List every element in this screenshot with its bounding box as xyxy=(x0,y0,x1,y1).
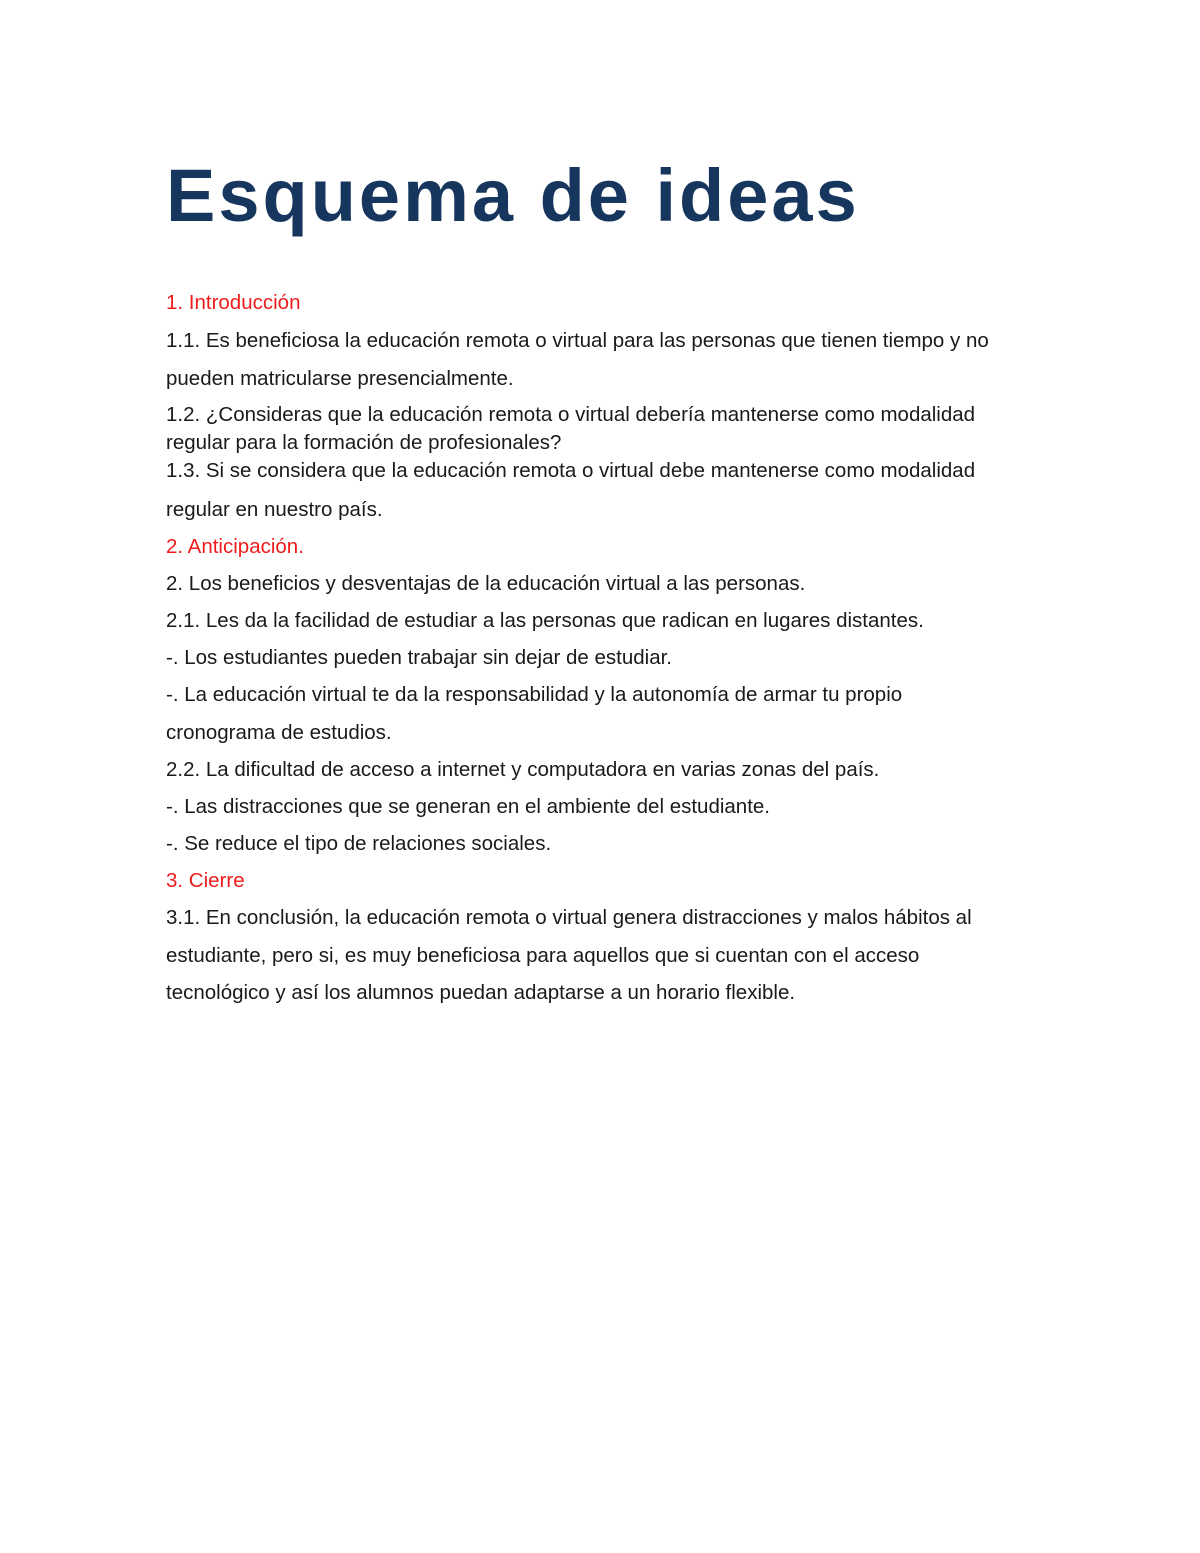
paragraph-line: 2.2. La dificultad de acceso a internet y computadora en varias zonas del país. xyxy=(166,758,880,781)
paragraph-line: cronograma de estudios. xyxy=(166,721,392,744)
paragraph-line: regular para la formación de profesionales? xyxy=(166,431,562,454)
section-heading-cierre: 3. Cierre xyxy=(166,869,245,892)
section-heading-anticipacion: 2. Anticipación. xyxy=(166,535,304,558)
page-title: Esquema de ideas xyxy=(166,154,860,237)
paragraph-line: 1.2. ¿Consideras que la educación remota o virtual debería mantenerse como modalidad xyxy=(166,403,976,426)
paragraph-line: regular en nuestro país. xyxy=(166,498,383,521)
paragraph-line: -. Las distracciones que se generan en el ambiente del estudiante. xyxy=(166,795,770,818)
paragraph-line: tecnológico y así los alumnos puedan adaptarse a un horario flexible. xyxy=(166,981,796,1004)
paragraph-line: -. La educación virtual te da la responsabilidad y la autonomía de armar tu propio xyxy=(166,683,903,706)
paragraph-line: estudiante, pero si, es muy beneficiosa para aquellos que si cuentan con el acceso xyxy=(166,944,920,967)
paragraph-line: 1.1. Es beneficiosa la educación remota o virtual para las personas que tienen tiempo y no xyxy=(166,329,989,352)
section-heading-introduccion: 1. Introducción xyxy=(166,291,301,314)
paragraph-line: 2. Los beneficios y desventajas de la educación virtual a las personas. xyxy=(166,572,806,595)
paragraph-line: -. Los estudiantes pueden trabajar sin dejar de estudiar. xyxy=(166,646,672,669)
paragraph-line: 3.1. En conclusión, la educación remota o virtual genera distracciones y malos hábitos al xyxy=(166,906,972,929)
paragraph-line: 2.1. Les da la facilidad de estudiar a las personas que radican en lugares distantes. xyxy=(166,609,924,632)
paragraph-line: pueden matricularse presencialmente. xyxy=(166,367,514,390)
paragraph-line: 1.3. Si se considera que la educación remota o virtual debe mantenerse como modalidad xyxy=(166,459,976,482)
paragraph-line: -. Se reduce el tipo de relaciones sociales. xyxy=(166,832,552,855)
